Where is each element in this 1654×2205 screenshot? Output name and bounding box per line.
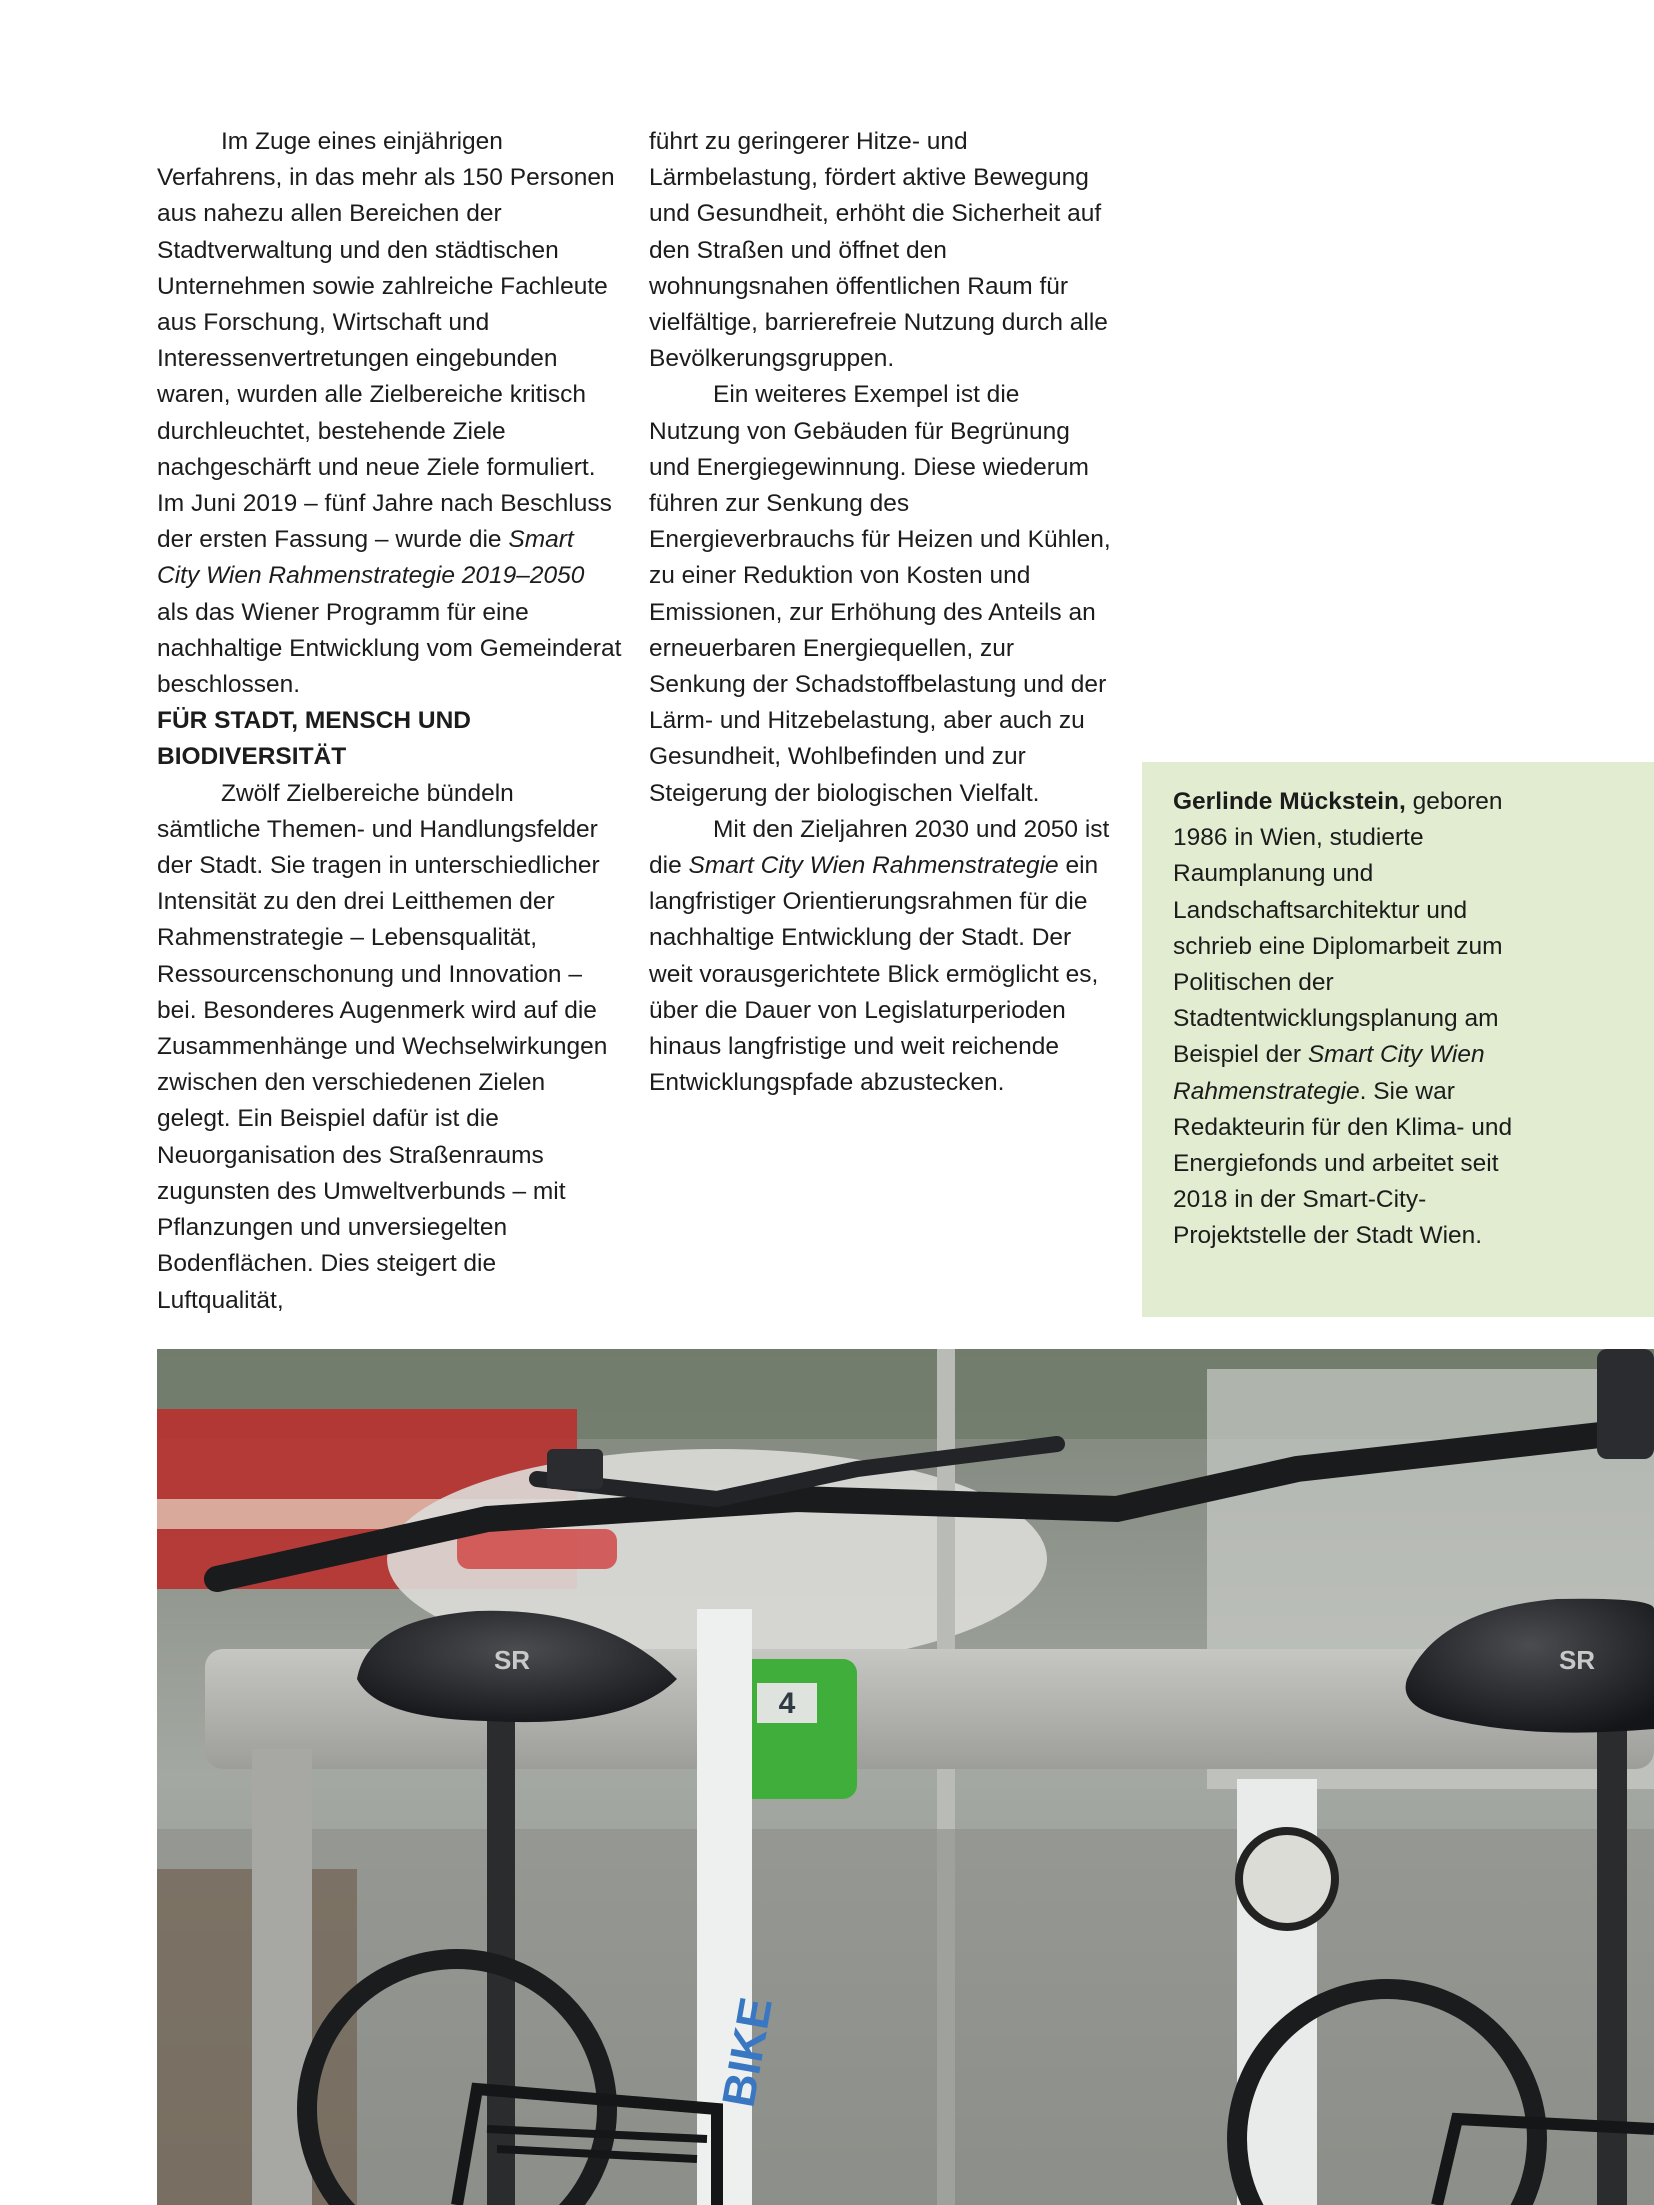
dock-number: 4 [778,1687,796,1720]
headlight [1239,1831,1335,1927]
paragraph: Zwölf Zielbereiche bündeln sämtliche Themen- und Handlungsfelder der Stadt. Sie tragen in unterschiedlicher Intensität zu den drei Leitthemen der Rahmenstrategie – Lebensqualität, Ressourcenschonung und Innovation – bei. Besonderes Augenmerk wird auf die Zusammenhänge und Wechselwirkungen zwischen den verschiedenen Zielen gelegt. Ein Beispiel dafür ist die Neuorganisation des Straßenraums zugunsten des Umweltverbunds – mit Pflanzungen und unversiegelten Bodenflächen. Dies steigert die Luftqualität, [157,779,608,1314]
paragraph: Mit den Zieljahren 2030 und 2050 ist die Smart City Wien Rahmenstrategie ein langfristiger Orientierungsrahmen für die nachhaltige Entwicklung der Stadt. Der weit vorausgerichtete Blick ermöglicht es, über die Dauer von Legislaturperioden hinaus langfristige und weit reichende Entwicklungspfade abzustecken. [649,815,1110,1097]
author-name: Gerlinde Mückstein, [1173,788,1406,815]
saddle-logo: SR [493,1645,531,1675]
text-column-middle [649,124,1114,1101]
paragraph: Im Zuge eines einjährigen Verfahrens, in das mehr als 150 Personen aus nahezu allen Bereichen der Stadtverwaltung und den städtischen Unternehmen sowie zahlreiche Fachleute aus Forschung, Wirtschaft und Interessenvertretungen eingebunden waren, wurden alle Zielbereiche kritisch durchleuchtet, bestehende Ziele nachgeschärft und neue Ziele formuliert. Im Juni 2019 – fünf Jahre nach Beschluss der ersten Fassung – wurde die Smart City Wien Rahmenstrategie 2019–2050 als das Wiener Programm für eine nachhaltige Entwicklung vom Gemeinderat beschlossen. [157,128,622,699]
section-heading: FÜR STADT, MENSCH UND BIODIVERSITÄT [157,707,471,771]
bike-sharing-photo [157,1349,1654,2205]
strategy-title: Smart City Wien Rahmenstrategie 2019–2050 [157,526,585,590]
bike-display [547,1449,603,1489]
saddle-logo: SR [1558,1645,1596,1675]
e-bikes-illustration [157,1349,1654,2205]
strategy-title: Smart City Wien Rahmenstrategie [688,852,1059,880]
bike-frame [697,1609,752,2205]
frame-text: BIKE [711,1993,782,2111]
pavement [157,1829,1654,2205]
paragraph: Ein weiteres Exempel ist die Nutzung von Gebäuden für Begrünung und Energiegewinnung. Diese wiederum führen zur Senkung des Energieverbrauchs für Heizen und Kühlen, zu einer Reduktion von Kosten und Emissionen, zur Erhöhung des Anteils an erneuerbaren Energiequellen, zur Senkung der Schadstoffbelastung und der Lärm- und Hitzebelastung, aber auch zu Gesundheit, Wohlbefinden und zur Steigerung der biologischen Vielfalt. [649,381,1111,807]
author-bio-box [1142,762,1654,1317]
paragraph: führt zu geringerer Hitze- und Lärmbelastung, fördert aktive Bewegung und Gesundheit, erhöht die Sicherheit auf den Straßen und öffnet den wohnungsnahen öffentlichen Raum für vielfältige, barrierefreie Nutzung durch alle Bevölkerungsgruppen. [649,128,1108,373]
text-column-left [157,124,622,1319]
author-bio: Gerlinde Mückstein, geboren 1986 in Wien, studierte Raumplanung und Landschaftsarchitektur und schrieb eine Diplomarbeit zum Politischen der Stadtentwicklungsplanung am Beispiel der Smart City Wien Rahmenstrategie. Sie war Redakteurin für den Klima- und Energiefonds und arbeitet seit 2018 in der Smart-City-Projektstelle der Stadt Wien. [1173,788,1513,1250]
